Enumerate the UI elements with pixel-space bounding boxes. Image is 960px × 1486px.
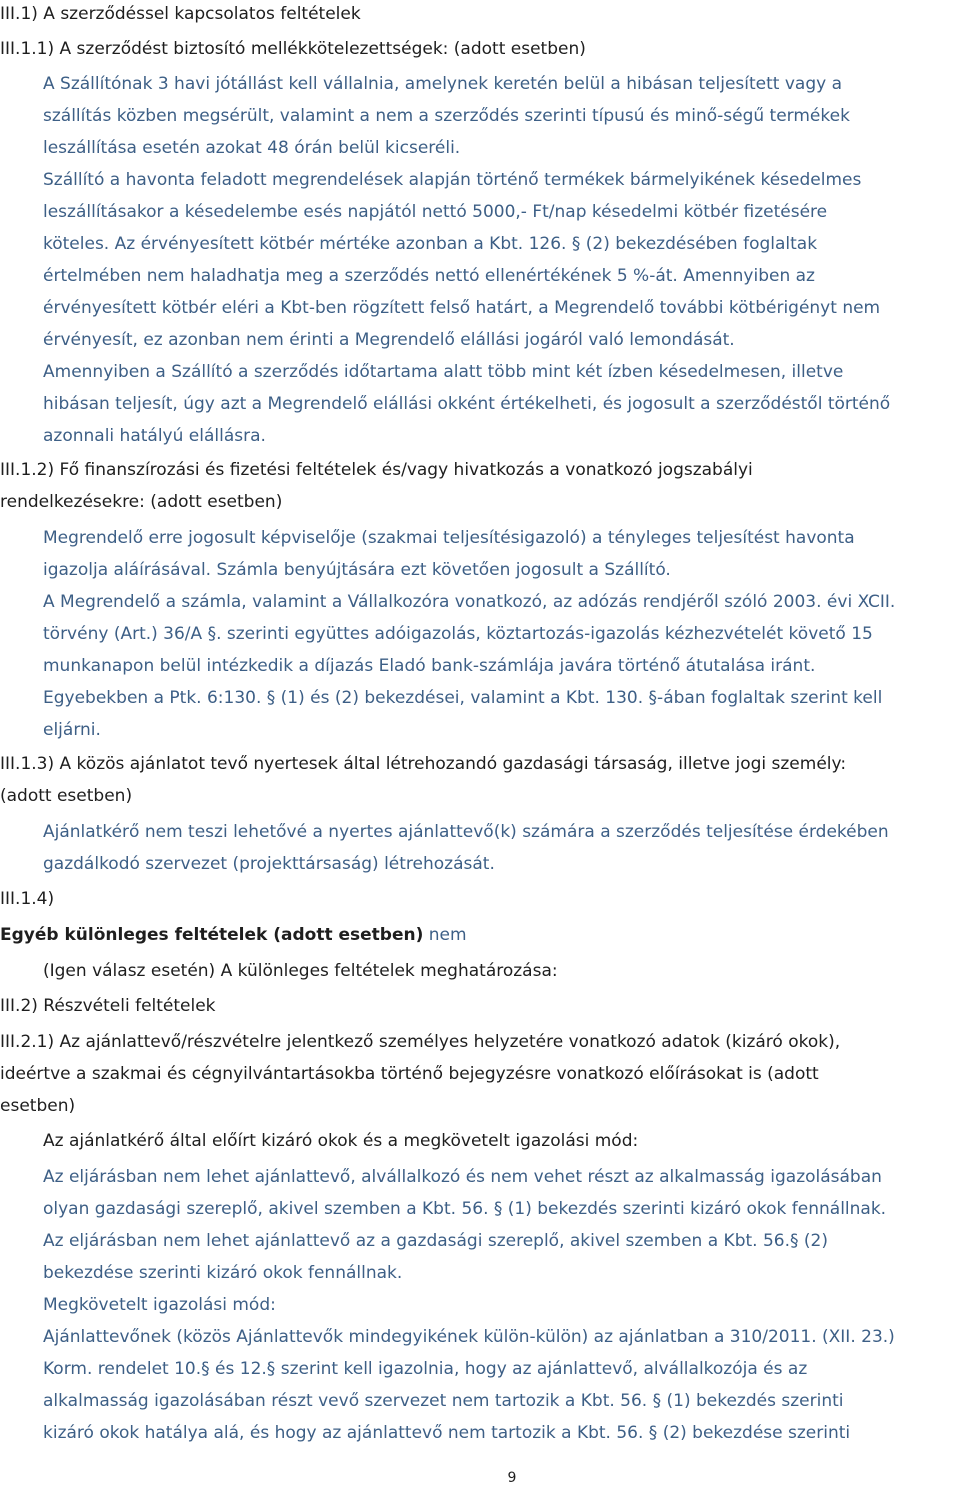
paragraph-line: Megrendelő erre jogosult képviselője (szakmai teljesítésigazoló) a tényleges teljesítést havonta — [43, 528, 855, 548]
subsection-heading: III.1.4) — [0, 889, 55, 909]
paragraph-line: értelmében nem haladhatja meg a szerződés nettó ellenértékének 5 %-át. Amennyiben az — [43, 266, 815, 286]
paragraph-line: A Szállítónak 3 havi jótállást kell vállalnia, amelynek keretén belül a hibásan teljesített vagy a — [43, 74, 843, 94]
paragraph-line: érvényesít, ez azonban nem érinti a Megrendelő elállási jogáról való lemondását. — [43, 330, 735, 350]
paragraph-line: eljárni. — [43, 720, 101, 740]
field-value: nem — [428, 925, 467, 945]
paragraph-line: igazolja aláírásával. Számla benyújtására ezt követően jogosult a Szállító. — [43, 560, 671, 580]
subsection-heading: III.2.1) Az ajánlattevő/részvételre jelentkező személyes helyzetére vonatkozó adatok (kizáró okok), — [0, 1032, 841, 1052]
paragraph-line: leszállítása esetén azokat 48 órán belül kicseréli. — [43, 138, 461, 158]
paragraph-line: Ajánlattevőnek (közös Ajánlattevők mindegyikének külön-külön) az ajánlatban a 310/2011. (XII. 23.) — [43, 1327, 895, 1347]
paragraph-line: (Igen válasz esetén) A különleges feltételek meghatározása: — [43, 961, 558, 981]
paragraph-line: érvényesített kötbér eléri a Kbt-ben rögzített felső határt, a Megrendelő további kötbérigényt nem — [43, 298, 881, 318]
paragraph-line: Az eljárásban nem lehet ajánlattevő, alvállalkozó és nem vehet részt az alkalmasság igazolásában — [43, 1167, 882, 1187]
field-label: Egyéb különleges feltételek (adott esetben) — [0, 925, 424, 945]
paragraph-line: köteles. Az érvényesített kötbér mértéke azonban a Kbt. 126. § (2) bekezdésében foglaltak — [43, 234, 818, 254]
subsection-heading: ideértve a szakmai és cégnyilvántartásokba történő bejegyzésre vonatkozó előírásokat is (adott — [0, 1064, 819, 1084]
section-heading: III.2) Részvételi feltételek — [0, 996, 216, 1016]
field-row — [0, 924, 467, 946]
paragraph-line: Amennyiben a Szállító a szerződés időtartama alatt több mint két ízben késedelmesen, illetve — [43, 362, 844, 382]
paragraph-line: Szállító a havonta feladott megrendelések alapján történő termékek bármelyikének késedelmes — [43, 170, 862, 190]
paragraph-line: leszállításakor a késedelembe esés napjától nettó 5000,- Ft/nap késedelmi kötbér fizetésére — [43, 202, 828, 222]
subsection-heading: (adott esetben) — [0, 786, 133, 806]
paragraph-line: Korm. rendelet 10.§ és 12.§ szerint kell igazolnia, hogy az ajánlattevő, alvállalkozója és az — [43, 1359, 808, 1379]
paragraph-line: gazdálkodó szervezet (projekttársaság) létrehozását. — [43, 854, 495, 874]
page-number: 9 — [507, 1470, 517, 1486]
paragraph-line: Ajánlatkérő nem teszi lehetővé a nyertes ajánlattevő(k) számára a szerződés teljesítése érdekében — [43, 822, 889, 842]
paragraph-line: kizáró okok hatálya alá, és hogy az ajánlattevő nem tartozik a Kbt. 56. § (2) bekezdése szerinti — [43, 1423, 851, 1443]
paragraph-line: hibásan teljesít, úgy azt a Megrendelő elállási okként értékelheti, és jogosult a szerződéstől történő — [43, 394, 891, 414]
paragraph-line: azonnali hatályú elállásra. — [43, 426, 266, 446]
paragraph-line: alkalmasság igazolásában részt vevő szervezet nem tartozik a Kbt. 56. § (1) bekezdés szerinti — [43, 1391, 844, 1411]
paragraph-line: Megkövetelt igazolási mód: — [43, 1295, 276, 1315]
subsection-heading: III.1.3) A közös ajánlatot tevő nyertesek által létrehozandó gazdasági társaság, illetve jogi személy: — [0, 754, 847, 774]
paragraph-line: olyan gazdasági szereplő, akivel szemben a Kbt. 56. § (1) bekezdés szerinti kizáró okok fennállnak. — [43, 1199, 887, 1219]
subsection-heading: III.1.2) Fő finanszírozási és fizetési feltételek és/vagy hivatkozás a vonatkozó jogszabályi — [0, 460, 753, 480]
subsection-heading: III.1.1) A szerződést biztosító mellékkötelezettségek: (adott esetben) — [0, 39, 586, 59]
section-heading: III.1) A szerződéssel kapcsolatos feltételek — [0, 4, 361, 24]
paragraph-line: törvény (Art.) 36/A §. szerinti együttes adóigazolás, köztartozás-igazolás kézhezvételét követő 15 — [43, 624, 873, 644]
paragraph-line: munkanapon belül intézkedik a díjazás Eladó bank-számlája javára történő átutalása iránt. — [43, 656, 816, 676]
paragraph-line: Egyebekben a Ptk. 6:130. § (1) és (2) bekezdései, valamint a Kbt. 130. §-ában foglaltak szerint kell — [43, 688, 883, 708]
paragraph-line: Az ajánlatkérő által előírt kizáró okok és a megkövetelt igazolási mód: — [43, 1131, 639, 1151]
paragraph-line: bekezdése szerinti kizáró okok fennállnak. — [43, 1263, 403, 1283]
paragraph-line: A Megrendelő a számla, valamint a Vállalkozóra vonatkozó, az adózás rendjéről szóló 2003. évi XCII. — [43, 592, 896, 612]
paragraph-line: szállítás közben megsérült, valamint a nem a szerződés szerinti típusú és minő-ségű termékek — [43, 106, 850, 126]
subsection-heading: esetben) — [0, 1096, 76, 1116]
subsection-heading: rendelkezésekre: (adott esetben) — [0, 492, 283, 512]
paragraph-line: Az eljárásban nem lehet ajánlattevő az a gazdasági szereplő, akivel szemben a Kbt. 56.§ (2) — [43, 1231, 828, 1251]
